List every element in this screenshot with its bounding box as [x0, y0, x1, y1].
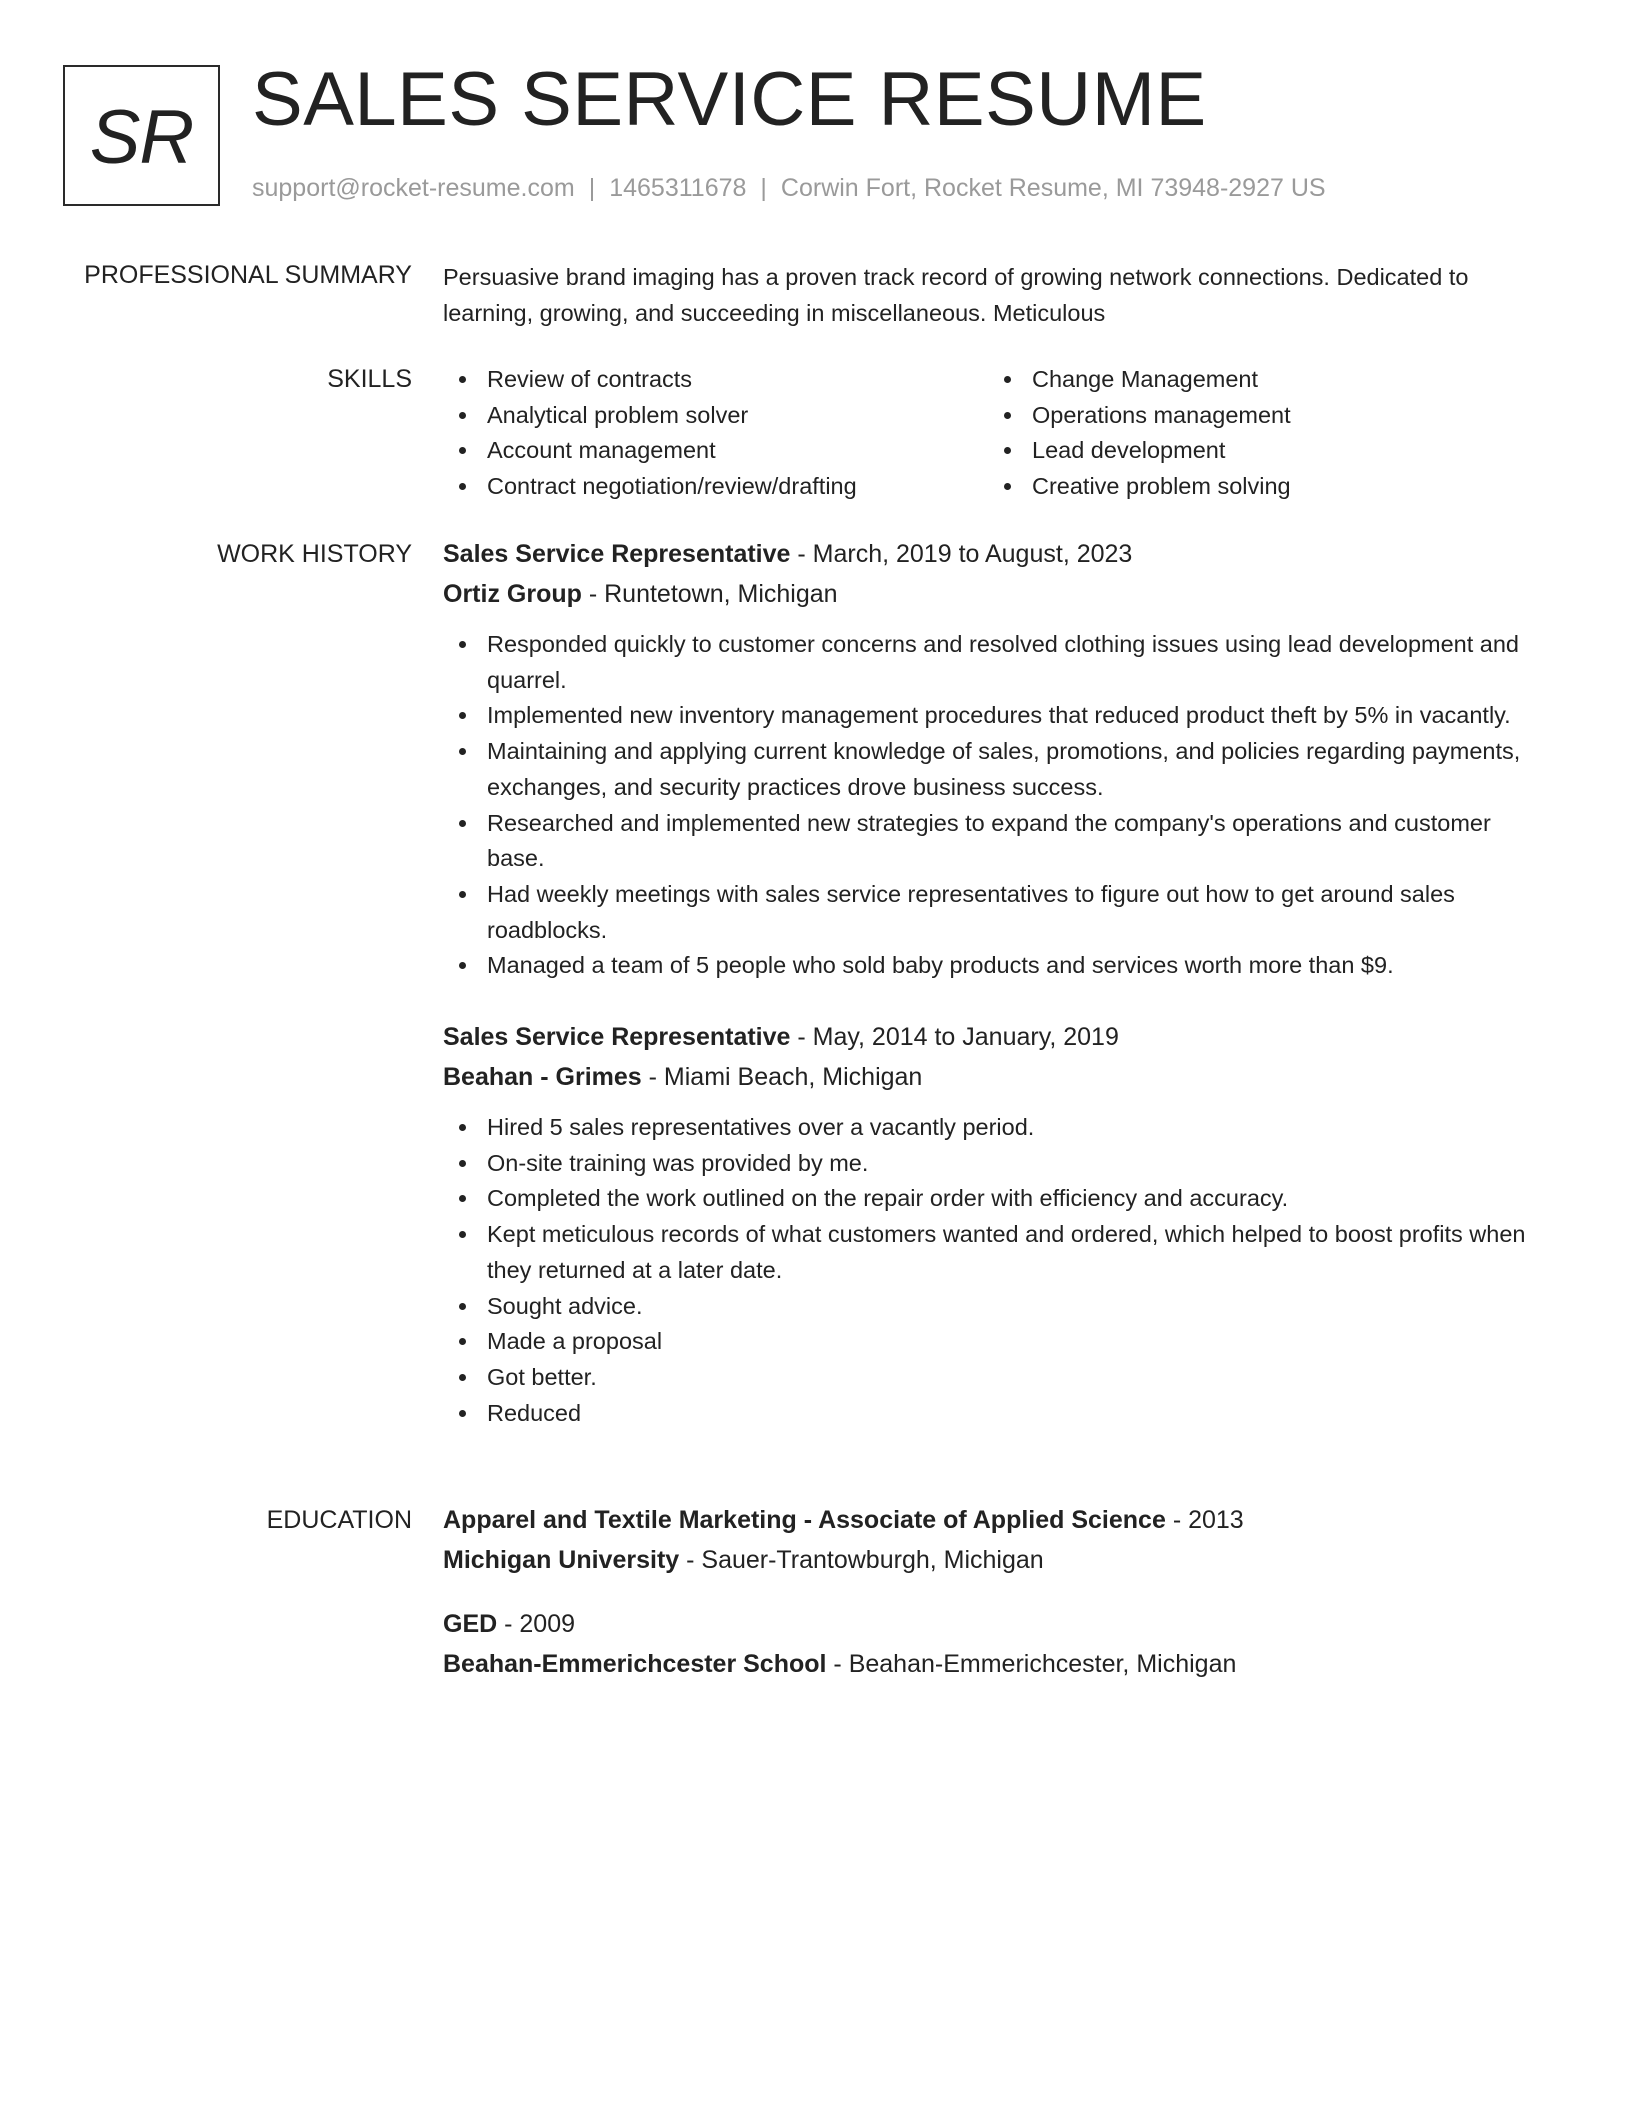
skill-item: Creative problem solving	[988, 469, 1291, 505]
job-employer	[443, 577, 1543, 611]
job-duty-item: Sought advice.	[443, 1289, 1543, 1325]
job-duty-item: Implemented new inventory management procedures that reduced product theft by 5% in vacantly.	[443, 698, 1543, 734]
job-duty-item: Had weekly meetings with sales service representatives to figure out how to get around sales roadblocks.	[443, 877, 1543, 948]
job-title: Sales Service Representative	[443, 1023, 791, 1052]
skill-item: Review of contracts	[443, 362, 988, 398]
education-school-line	[443, 1543, 1543, 1577]
job-duty-item: Reduced	[443, 1396, 1543, 1432]
job-dates: - May, 2014 to January, 2019	[790, 1023, 1119, 1052]
skill-item: Account management	[443, 433, 988, 469]
skill-item: Change Management	[988, 362, 1291, 398]
education-heading	[443, 1503, 1543, 1537]
job-title: Sales Service Representative	[443, 540, 791, 568]
job-dates: - March, 2019 to August, 2023	[790, 540, 1133, 568]
skill-item: Lead development	[988, 433, 1291, 469]
section-label-education: EDUCATION	[266, 1506, 412, 1534]
education-degree: Apparel and Textile Marketing - Associate of Applied Science	[443, 1506, 1166, 1534]
summary-text: Persuasive brand imaging has a proven track record of growing network connections. Dedicated to learning, growing, and succeeding in miscellaneous. Meticulous	[443, 264, 1469, 326]
education-entry	[443, 1503, 1543, 1577]
section-label-skills: SKILLS	[327, 365, 412, 393]
job-duty-item: On-site training was provided by me.	[443, 1146, 1543, 1182]
education-school-line	[443, 1647, 1543, 1681]
education-location: - Beahan-Emmerichcester, Michigan	[826, 1650, 1237, 1678]
skill-item: Operations management	[988, 398, 1291, 434]
section-label-work-history: WORK HISTORY	[217, 540, 412, 568]
job-duty-item: Responded quickly to customer concerns and resolved clothing issues using lead development and quarrel.	[443, 627, 1543, 698]
skills-grid	[443, 362, 1543, 505]
education-heading	[443, 1607, 1543, 1641]
job-duty-item: Maintaining and applying current knowledge of sales, promotions, and policies regarding payments, exchanges, and security practices drove business success.	[443, 734, 1543, 805]
education-entry	[443, 1607, 1543, 1681]
education-year: - 2013	[1165, 1506, 1244, 1534]
job-location: - Miami Beach, Michigan	[641, 1063, 923, 1092]
job-duty-item: Hired 5 sales representatives over a vacantly period.	[443, 1110, 1543, 1146]
job-duties-list	[443, 1110, 1543, 1431]
resume-title: SALES SERVICE RESUME	[252, 57, 1207, 142]
job-company: Ortiz Group	[443, 580, 582, 608]
contact-address: Corwin Fort, Rocket Resume, MI 73948-2927 US	[780, 174, 1326, 202]
contact-line	[252, 172, 1326, 204]
job-duties-list	[443, 627, 1543, 984]
contact-separator: |	[760, 174, 767, 202]
monogram-initials: SR	[89, 95, 194, 180]
job-duty-item: Made a proposal	[443, 1324, 1543, 1360]
education-degree: GED	[443, 1610, 498, 1638]
skills-list-left	[443, 362, 988, 505]
job-location: - Runtetown, Michigan	[581, 580, 838, 608]
job-entry	[443, 1020, 1543, 1431]
work-history-body	[443, 537, 1543, 1431]
job-duty-item: Completed the work outlined on the repair order with efficiency and accuracy.	[443, 1181, 1543, 1217]
contact-email[interactable]: support@rocket-resume.com	[252, 174, 575, 202]
skill-item: Contract negotiation/review/drafting	[443, 469, 988, 505]
education-school: Beahan-Emmerichcester School	[443, 1650, 827, 1678]
contact-separator: |	[588, 174, 596, 202]
job-duty-item: Kept meticulous records of what customers wanted and ordered, which helped to boost profits when they returned at a later date.	[443, 1217, 1543, 1288]
job-duty-item: Got better.	[443, 1360, 1543, 1396]
job-company: Beahan - Grimes	[443, 1063, 642, 1092]
contact-phone[interactable]: 1465311678	[609, 174, 747, 202]
job-entry	[443, 537, 1543, 984]
skills-body	[443, 362, 1543, 505]
education-school: Michigan University	[443, 1546, 680, 1574]
section-label-summary: PROFESSIONAL SUMMARY	[84, 261, 412, 289]
job-employer	[443, 1060, 1543, 1094]
education-location: - Sauer-Trantowburgh, Michigan	[679, 1546, 1044, 1574]
job-heading	[443, 537, 1543, 571]
education-year: - 2009	[497, 1610, 576, 1638]
monogram-box	[63, 65, 220, 206]
skills-list-right	[988, 362, 1291, 505]
education-body	[443, 1503, 1543, 1681]
job-duty-item: Researched and implemented new strategies to expand the company's operations and customer base.	[443, 806, 1543, 877]
skill-item: Analytical problem solver	[443, 398, 988, 434]
job-heading	[443, 1020, 1543, 1054]
job-duty-item: Managed a team of 5 people who sold baby products and services worth more than $9.	[443, 948, 1543, 984]
